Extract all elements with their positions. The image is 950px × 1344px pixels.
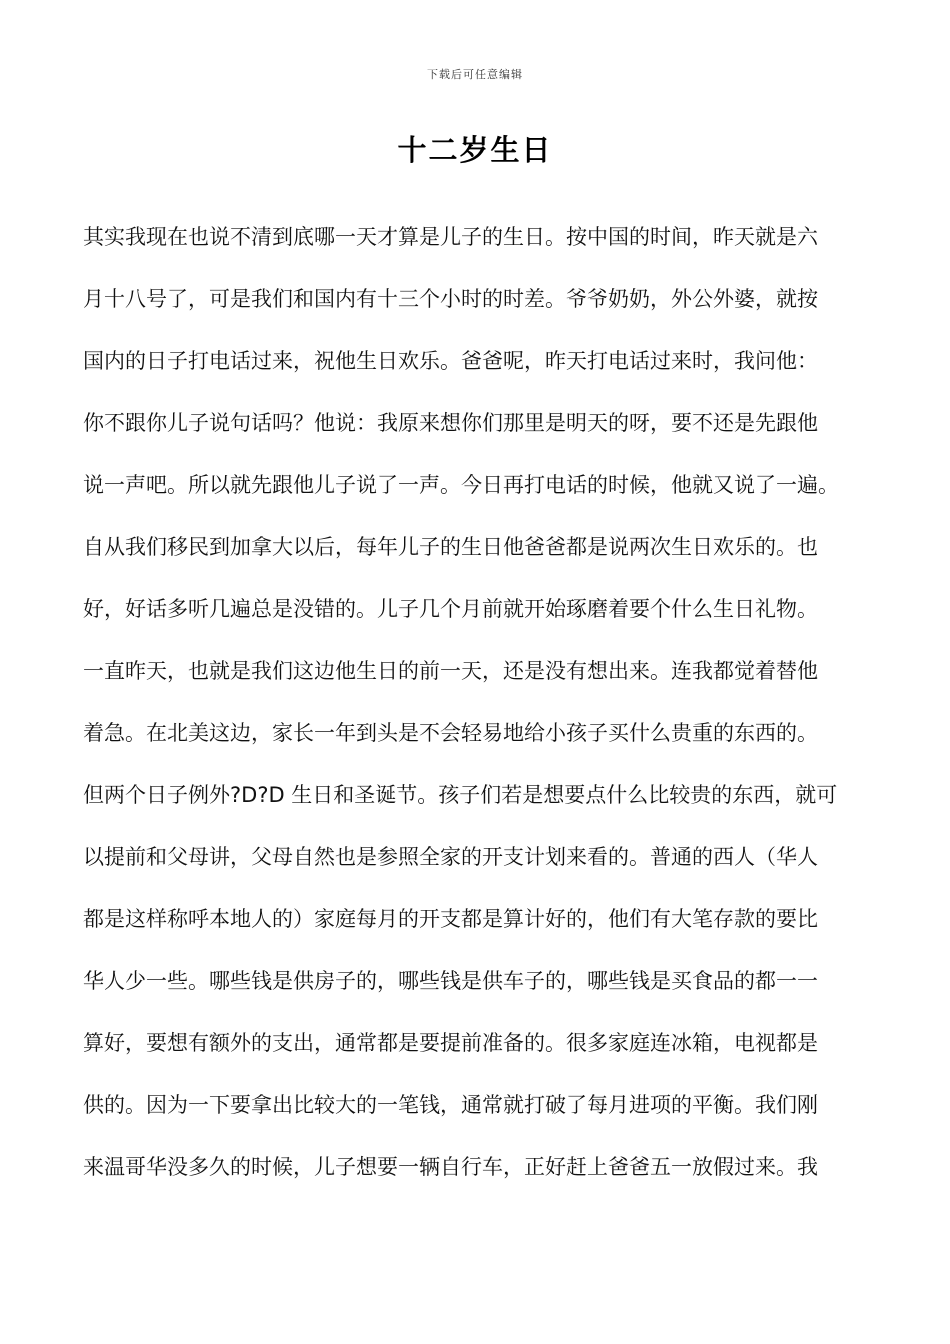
text-line: 你不跟你儿子说句话吗？他说：我原来想你们那里是明天的呀，要不还是先跟他 xyxy=(83,411,818,435)
text-line: 其实我现在也说不清到底哪一天才算是儿子的生日。按中国的时间，昨天就是六 xyxy=(83,225,818,249)
text-line: 华人少一些。哪些钱是供房子的，哪些钱是供车子的，哪些钱是买食品的都一一 xyxy=(83,969,818,993)
document-title: 十二岁生日 xyxy=(397,133,553,167)
text-line: 但两个日子例外?D?D 生日和圣诞节。孩子们若是想要点什么比较贵的东西，就可 xyxy=(83,783,838,807)
header-note: 下载后可任意编辑 xyxy=(427,68,523,81)
text-line: 好，好话多听几遍总是没错的。儿子几个月前就开始琢磨着要个什么生日礼物。 xyxy=(83,597,818,621)
text-line: 自从我们移民到加拿大以后，每年儿子的生日他爸爸都是说两次生日欢乐的。也 xyxy=(83,535,818,559)
text-line: 国内的日子打电话过来，祝他生日欢乐。爸爸呢，昨天打电话过来时，我问他： xyxy=(83,349,818,373)
text-line: 着急。在北美这边，家长一年到头是不会轻易地给小孩子买什么贵重的东西的。 xyxy=(83,721,818,745)
text-line: 以提前和父母讲，父母自然也是参照全家的开支计划来看的。普通的西人（华人 xyxy=(83,845,818,869)
text-line: 月十八号了，可是我们和国内有十三个小时的时差。爷爷奶奶，外公外婆，就按 xyxy=(83,287,818,311)
text-line: 都是这样称呼本地人的）家庭每月的开支都是算计好的，他们有大笔存款的要比 xyxy=(83,907,818,931)
text-line: 供的。因为一下要拿出比较大的一笔钱，通常就打破了每月进项的平衡。我们刚 xyxy=(83,1093,818,1117)
text-line: 一直昨天，也就是我们这边他生日的前一天，还是没有想出来。连我都觉着替他 xyxy=(83,659,818,683)
text-line: 来温哥华没多久的时候，儿子想要一辆自行车，正好赶上爸爸五一放假过来。我 xyxy=(83,1155,818,1179)
body-text xyxy=(83,218,883,1210)
text-line: 说一声吧。所以就先跟他儿子说了一声。今日再打电话的时候，他就又说了一遍。 xyxy=(83,473,839,497)
text-line: 算好，要想有额外的支出，通常都是要提前准备的。很多家庭连冰箱，电视都是 xyxy=(83,1031,818,1055)
